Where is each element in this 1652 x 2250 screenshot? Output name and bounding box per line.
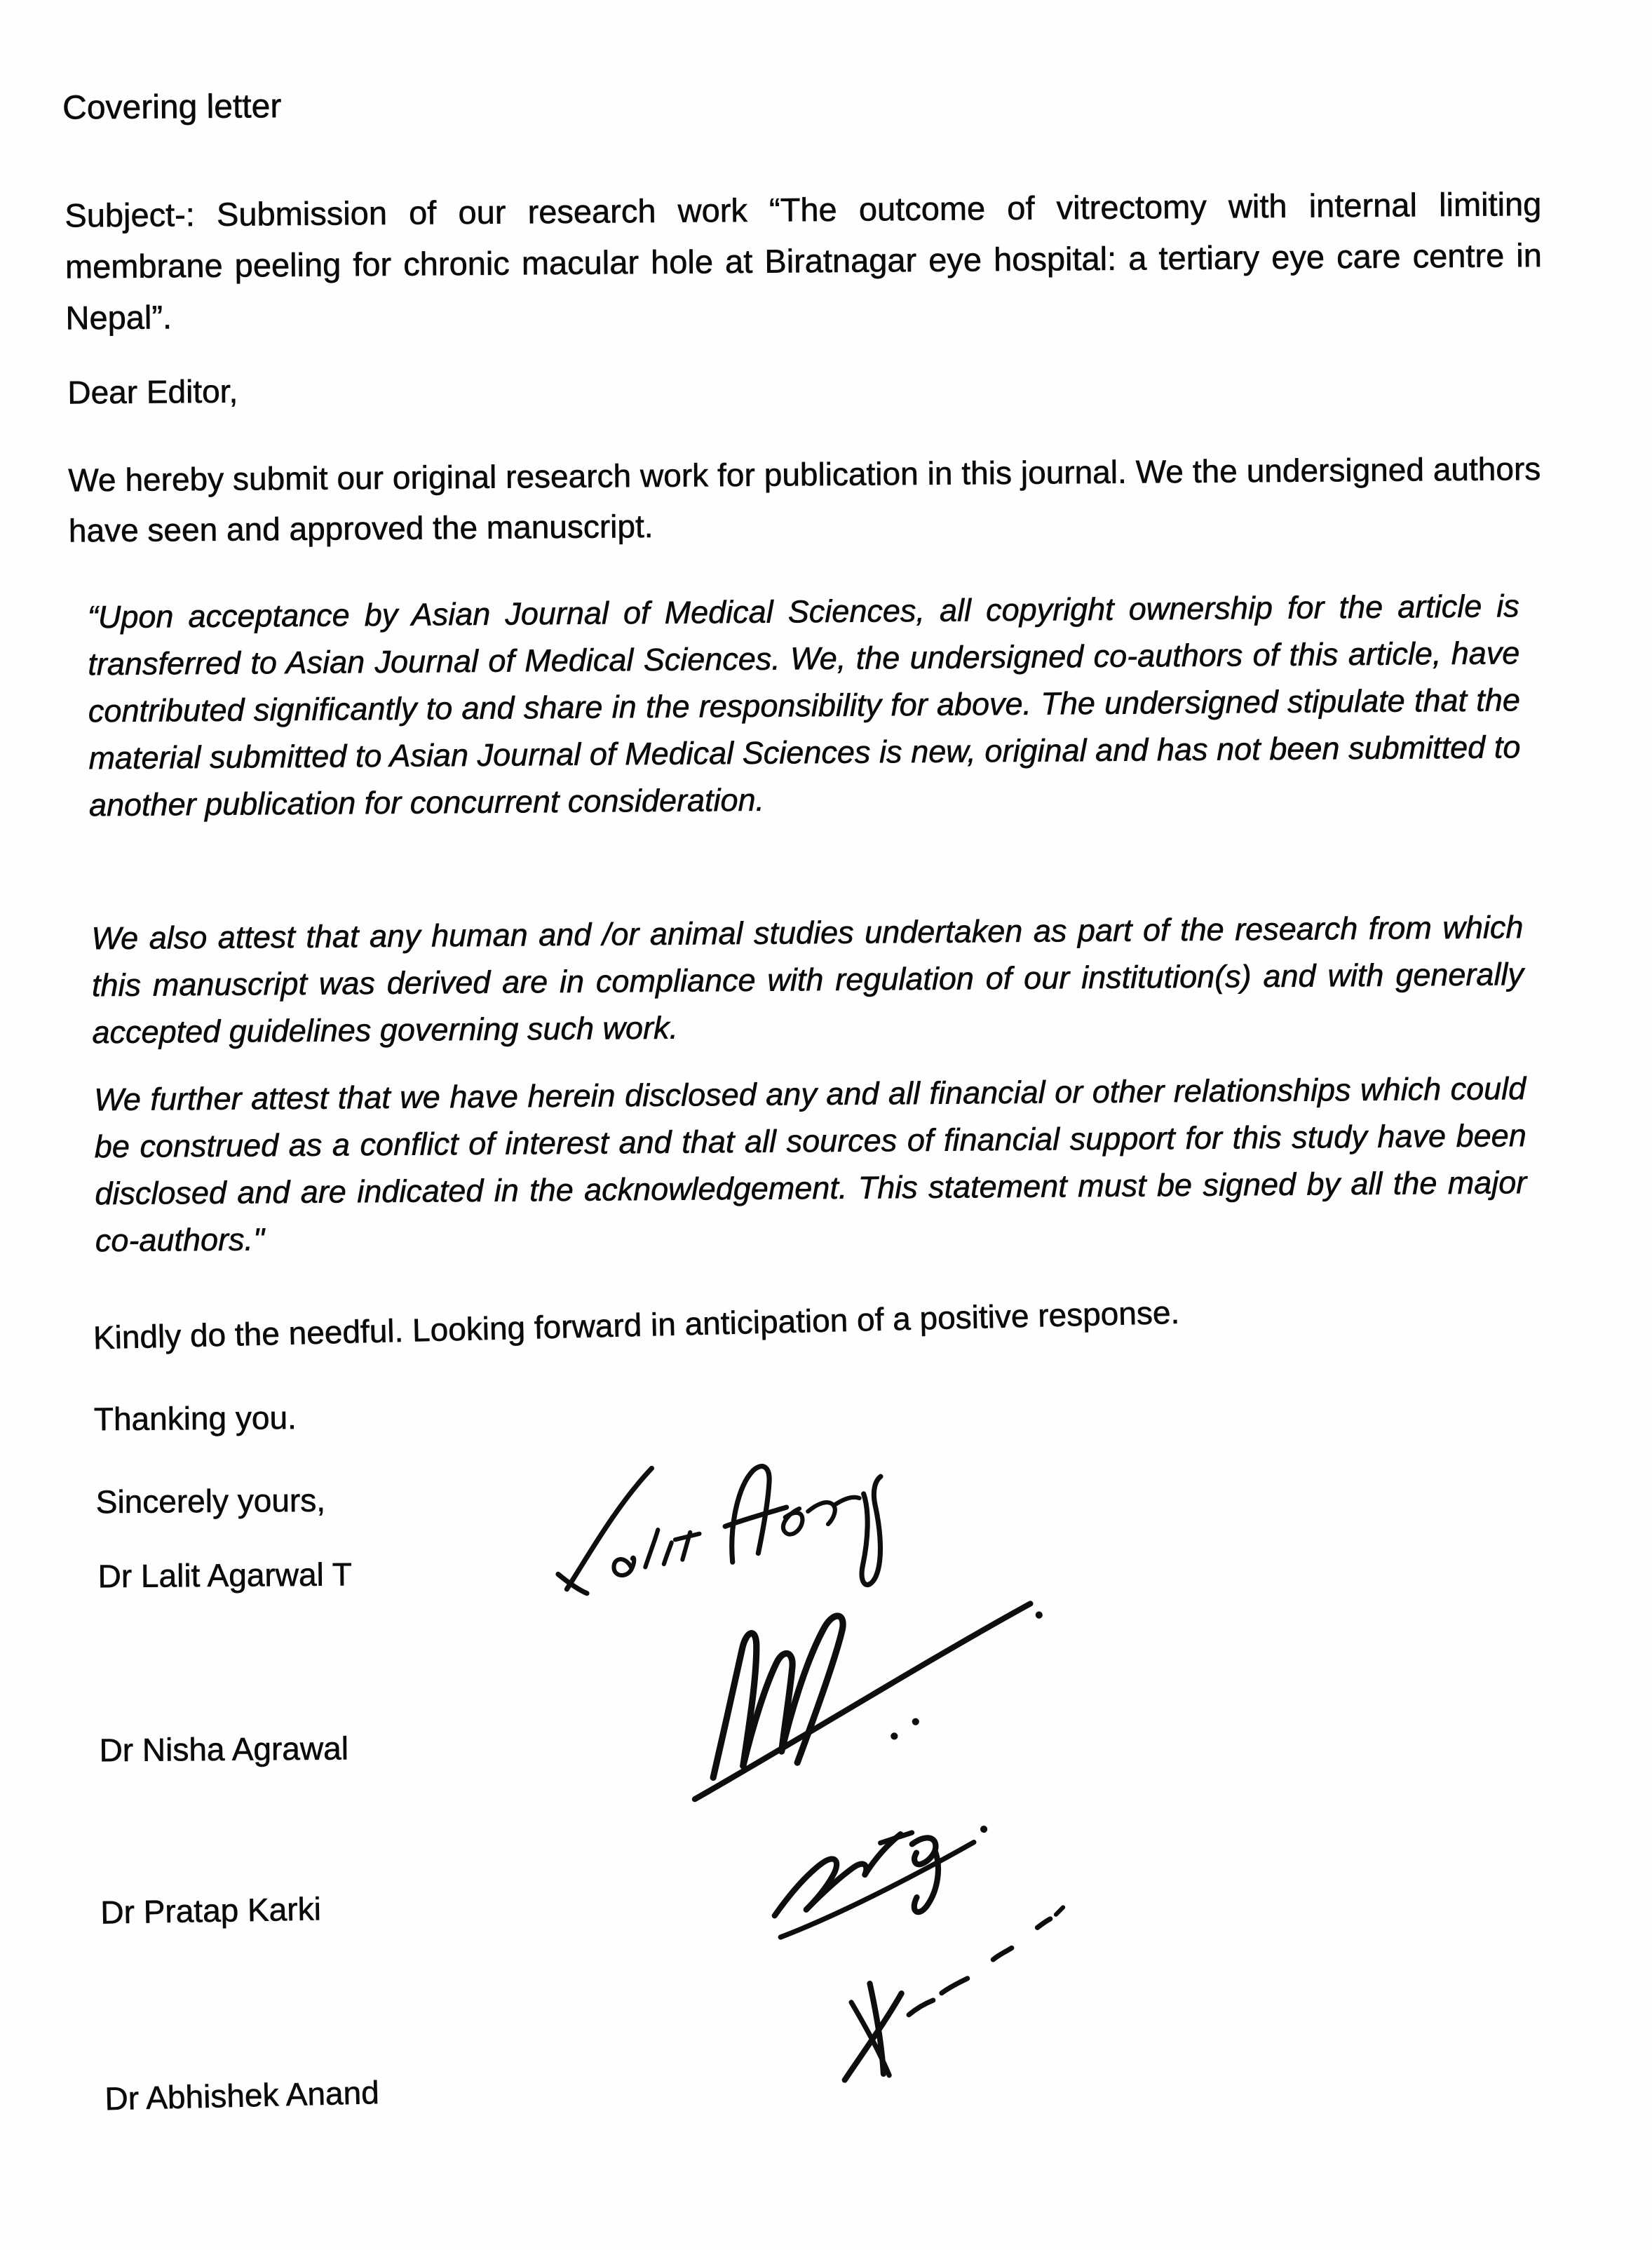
closing-request-line: Kindly do the needful. Looking forward in anticipation of a positive response.: [93, 1293, 1180, 1356]
handwritten-signature-abhishek-anand: [800, 1896, 1103, 2101]
copyright-statement-paragraph: “Upon acceptance by Asian Journal of Medical Sciences, all copyright ownership for the article is transferred to Asian Journal of Medical Sciences. We, the undersigned co-authors of this article, have contributed significantly to and share in the responsibility for above. The undersigned stipulate that the material submitted to Asian Journal of Medical Sciences is new, original and has not been submitted to another publication for concurrent consideration.: [87, 588, 1530, 823]
thanking-line: Thanking you.: [93, 1399, 297, 1438]
page-title: Covering letter: [62, 88, 282, 127]
author-name-pratap-karki: Dr Pratap Karki: [100, 1890, 322, 1931]
author-name-lalit-agarwal: Dr Lalit Agarwal T: [97, 1556, 352, 1595]
subject-line: Subject-: Submission of our research work “The outcome of vitrectomy with internal limiting membrane peeling for chronic macular hole at Biratnagar eye hospital: a tertiary eye care centre in Nepal”.: [65, 184, 1552, 337]
salutation: Dear Editor,: [67, 372, 238, 411]
disclosure-statement-paragraph: We further attest that we have herein disclosed any and all financial or other relationships which could be construed as a conflict of interest and that all sources of financial support for this study have been disclosed and are indicated in the acknowledgement. This statement must be signed by all the major co-authors.": [94, 1070, 1536, 1259]
author-name-abhishek-anand: Dr Abhishek Anand: [104, 2074, 380, 2117]
signoff-line: Sincerely yours,: [95, 1481, 326, 1521]
intro-paragraph: We hereby submit our original research work for publication in this journal. We the undersigned authors have seen and approved the manuscript.: [68, 450, 1550, 549]
author-name-nisha-agrawal: Dr Nisha Agrawal: [99, 1730, 349, 1769]
ethics-statement-paragraph: We also attest that any human and /or animal studies undertaken as part of the research from which this manuscript was derived are in compliance with regulation of our institution(s) and with generally accepted guidelines governing such work.: [91, 909, 1533, 1051]
